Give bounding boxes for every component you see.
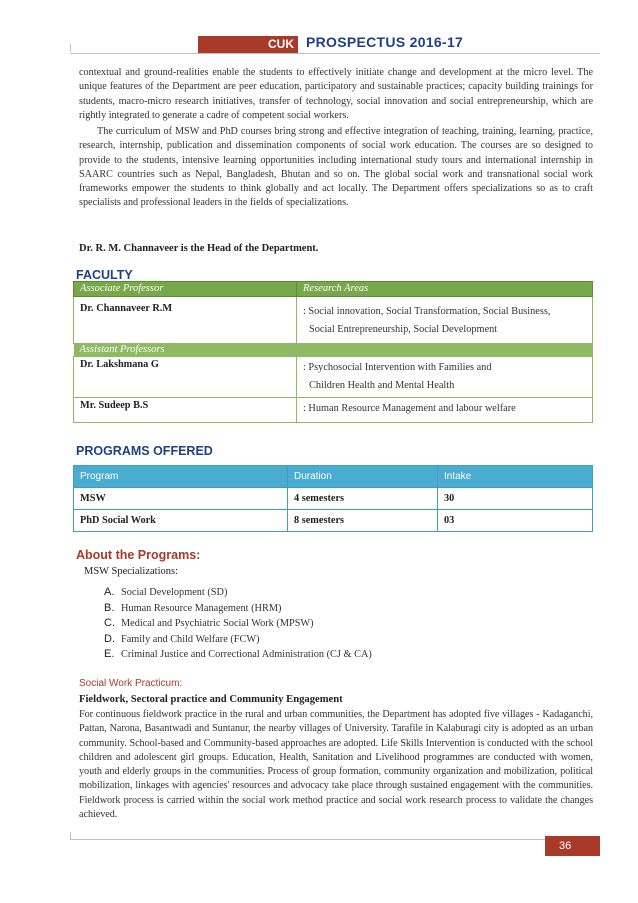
practicum-title: Social Work Practicum: xyxy=(79,678,183,689)
list-item-text: Human Resource Management (HRM) xyxy=(121,602,282,614)
fieldwork-paragraph: For continuous fieldwork practice in the rural and urban communities, the Department has adopted five villages - Kadaganchi, Pattan, Narona, Basantwadi and Suntanur, the nearby villages of University. Tarafile in Kalaburagi city is adopted as an urban community. School-based and Community-based approaches are adopted. Life Skills Intervention is conducted with the school children and adolescent girl groups. Education, Health, Sanitation and Livelihood programmes are conducted with women, youth and elderly groups in the communities. Process of group formation, community organization and mobilization, political mobilization, linkages with agencies' resources and advocacy take place through sustained engagement with the communities. Fieldwork process is carried within the social work method practice and social work research process to validate the changes achieved. xyxy=(79,709,593,821)
assistant-professors-row xyxy=(74,344,593,357)
list-item-text: Criminal Justice and Correctional Administration (CJ & CA) xyxy=(121,649,372,661)
table-row xyxy=(74,510,593,532)
faculty-row xyxy=(74,398,593,423)
program-cell: PhD Social Work xyxy=(74,510,288,532)
faculty-row xyxy=(74,357,593,398)
programs-header-row xyxy=(74,466,593,488)
faculty-row xyxy=(74,297,593,344)
list-item xyxy=(104,632,372,648)
faculty-table xyxy=(73,281,593,423)
faculty-name: Mr. Sudeep B.S xyxy=(74,398,297,423)
head-of-department: Dr. R. M. Channaveer is the Head of the Department. xyxy=(79,243,319,254)
prospectus-title: PROSPECTUS 2016-17 xyxy=(306,34,464,50)
list-item-text: Family and Child Welfare (FCW) xyxy=(121,633,260,645)
list-marker: D. xyxy=(104,632,115,645)
list-item-text: Social Development (SD) xyxy=(121,587,228,598)
list-item xyxy=(104,616,372,632)
research-areas-header: Research Areas xyxy=(297,282,593,297)
research-line: Children Health and Mental Health xyxy=(309,380,455,391)
faculty-name: Dr. Lakshmana G xyxy=(74,357,297,398)
faculty-header-row xyxy=(74,282,593,297)
program-cell: MSW xyxy=(74,488,288,510)
intake-header: Intake xyxy=(438,466,593,488)
table-row xyxy=(74,488,593,510)
duration-cell: 8 semesters xyxy=(288,510,438,532)
assistant-professors-label: Assistant Professors xyxy=(74,344,593,357)
list-item xyxy=(104,647,372,663)
programs-title: PROGRAMS OFFERED xyxy=(76,444,213,458)
list-item xyxy=(104,601,372,617)
list-item-text: Medical and Psychiatric Social Work (MPSW) xyxy=(121,618,314,630)
program-header: Program xyxy=(74,466,288,488)
associate-professor-header: Associate Professor xyxy=(74,282,297,297)
header-rule xyxy=(70,53,600,54)
research-line: : Human Resource Management and labour welfare xyxy=(303,403,516,414)
list-marker: B. xyxy=(104,601,115,614)
research-line: : Psychosocial Intervention with Families and xyxy=(303,362,492,373)
duration-header: Duration xyxy=(288,466,438,488)
list-item xyxy=(104,585,372,601)
faculty-name: Dr. Channaveer R.M xyxy=(74,297,297,344)
list-marker: A. xyxy=(104,586,115,598)
page-number: 36 xyxy=(545,836,600,856)
research-line: Social Entrepreneurship, Social Development xyxy=(309,324,498,335)
faculty-research xyxy=(297,398,593,423)
research-line: : Social innovation, Social Transformation, Social Business, xyxy=(303,306,551,317)
about-programs-title: About the Programs: xyxy=(76,548,201,562)
list-marker: E. xyxy=(104,648,115,661)
msw-specializations-label: MSW Specializations: xyxy=(84,566,179,577)
faculty-title: FACULTY xyxy=(76,268,133,282)
intake-cell: 03 xyxy=(438,510,593,532)
programs-table xyxy=(73,465,593,532)
intro-paragraph-1: contextual and ground-realities enable the students to effectively initiate change and development at the micro level. The unique features of the Department are peer education, participatory and sustainable practices; capacity building trainings for students, macro-micro research initiatives, transfer of technology, social innovation and social entrepreneurship, which are rightly integrated to generate a cadre of competent social workers. xyxy=(79,67,593,121)
duration-cell: 4 semesters xyxy=(288,488,438,510)
faculty-research xyxy=(297,297,593,344)
intake-cell: 30 xyxy=(438,488,593,510)
page-header xyxy=(70,32,600,54)
faculty-research xyxy=(297,357,593,398)
footer-rule xyxy=(70,839,600,840)
header-corner xyxy=(70,44,79,52)
cuk-tab: CUK xyxy=(198,36,298,53)
list-marker: C. xyxy=(104,617,115,630)
intro-paragraph-2: The curriculum of MSW and PhD courses bring strong and effective integration of teaching, training, learning, practice, research, internship, publication and dissemination components of social work education. The courses are so designed to provide to the students, intensive learning opportunities including international study tours and international internship in SAARC countries such as Nepal, Bangladesh, Bhutan and so on. The global social work and transnational social work frameworks empower the students to think globally and act locally. The Department offers specializations so as to craft specialists and professional leaders in the fields of specializations. xyxy=(79,126,593,209)
specialization-list xyxy=(104,585,372,663)
fieldwork-title: Fieldwork, Sectoral practice and Community Engagement xyxy=(79,694,343,705)
